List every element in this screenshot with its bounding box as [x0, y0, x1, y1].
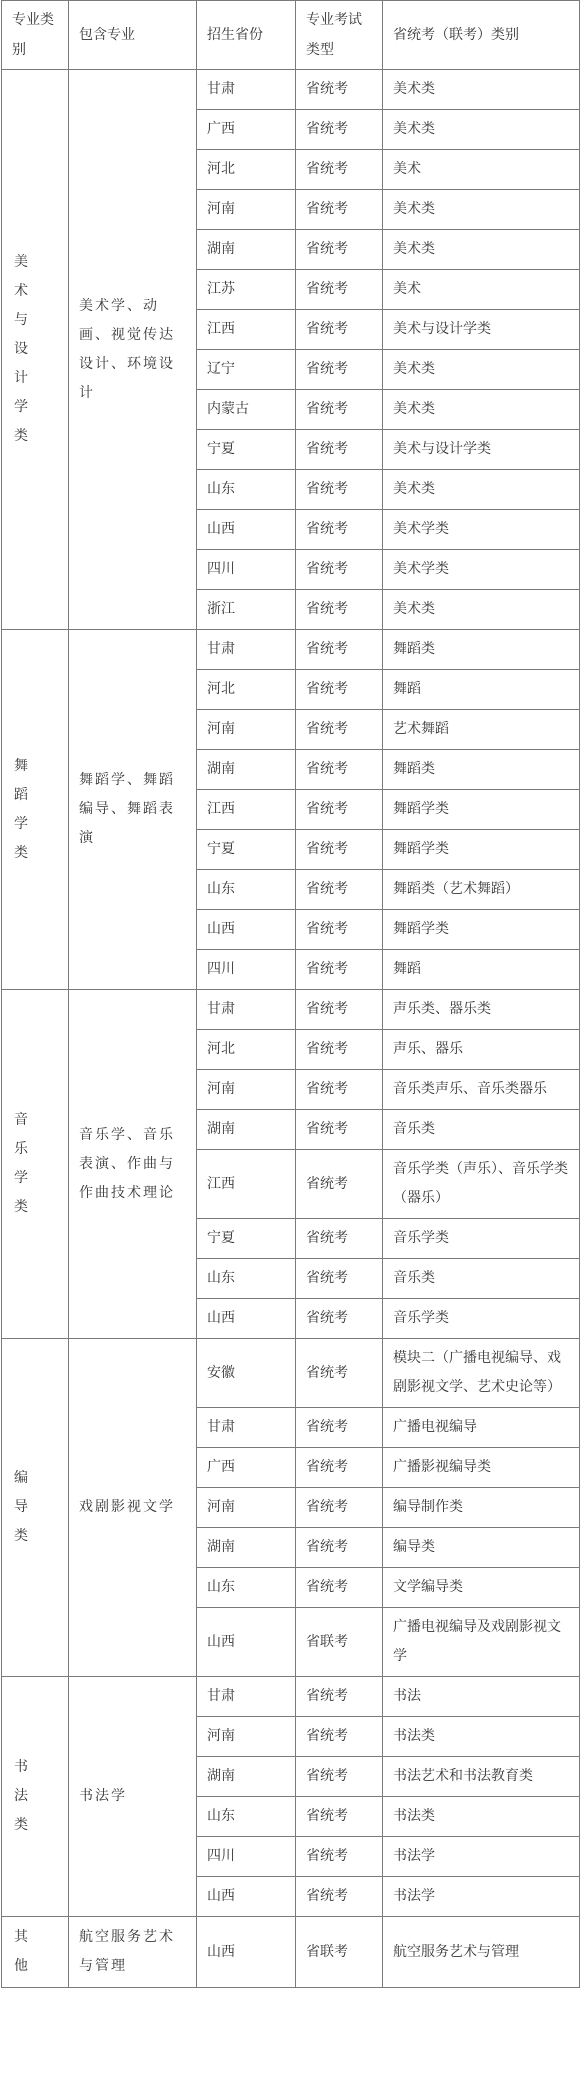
province-cell: 浙江 — [197, 590, 296, 630]
exam-category-cell: 美术类 — [383, 390, 580, 430]
majors-cell: 航空服务艺术与管理 — [69, 1917, 197, 1988]
exam-category-cell: 航空服务艺术与管理 — [383, 1917, 580, 1988]
exam-type-cell: 省统考 — [296, 910, 383, 950]
exam-category-cell: 声乐、器乐 — [383, 1030, 580, 1070]
exam-category-cell: 舞蹈学类 — [383, 910, 580, 950]
province-cell: 山西 — [197, 1299, 296, 1339]
exam-category-cell: 模块二（广播电视编导、戏剧影视文学、艺术史论等） — [383, 1339, 580, 1408]
exam-category-cell: 广播电视编导及戏剧影视文学 — [383, 1608, 580, 1677]
exam-category-cell: 舞蹈类（艺术舞蹈） — [383, 870, 580, 910]
province-cell: 河南 — [197, 190, 296, 230]
province-cell: 河南 — [197, 1717, 296, 1757]
province-cell: 江西 — [197, 790, 296, 830]
province-cell: 河北 — [197, 670, 296, 710]
table-row — [2, 1917, 580, 1988]
exam-type-cell: 省统考 — [296, 590, 383, 630]
province-cell: 宁夏 — [197, 830, 296, 870]
exam-type-cell: 省联考 — [296, 1917, 383, 1988]
province-cell: 河南 — [197, 1488, 296, 1528]
exam-type-cell: 省统考 — [296, 670, 383, 710]
province-cell: 山东 — [197, 1259, 296, 1299]
province-cell: 四川 — [197, 1837, 296, 1877]
header-exam-type: 专业考试类型 — [296, 1, 383, 70]
exam-type-cell: 省统考 — [296, 270, 383, 310]
exam-category-cell: 广播电视编导 — [383, 1408, 580, 1448]
exam-type-cell: 省统考 — [296, 1339, 383, 1408]
province-cell: 河南 — [197, 710, 296, 750]
province-cell: 山东 — [197, 1797, 296, 1837]
exam-type-cell: 省统考 — [296, 1408, 383, 1448]
table-row — [2, 70, 580, 110]
exam-type-cell: 省统考 — [296, 70, 383, 110]
header-row — [2, 1, 580, 70]
exam-type-cell: 省统考 — [296, 790, 383, 830]
province-cell: 山东 — [197, 1568, 296, 1608]
exam-category-cell: 书法类 — [383, 1717, 580, 1757]
exam-type-cell: 省统考 — [296, 510, 383, 550]
province-cell: 安徽 — [197, 1339, 296, 1408]
exam-type-cell: 省统考 — [296, 390, 383, 430]
exam-category-cell: 美术 — [383, 150, 580, 190]
exam-type-cell: 省统考 — [296, 1757, 383, 1797]
exam-category-cell: 书法艺术和书法教育类 — [383, 1757, 580, 1797]
exam-type-cell: 省统考 — [296, 630, 383, 670]
province-cell: 内蒙古 — [197, 390, 296, 430]
province-cell: 甘肃 — [197, 1408, 296, 1448]
exam-category-cell: 音乐类 — [383, 1110, 580, 1150]
province-cell: 湖南 — [197, 1757, 296, 1797]
province-cell: 甘肃 — [197, 990, 296, 1030]
exam-type-cell: 省统考 — [296, 710, 383, 750]
category-cell: 其他 — [2, 1917, 69, 1988]
exam-type-cell: 省统考 — [296, 1070, 383, 1110]
exam-type-cell: 省统考 — [296, 1568, 383, 1608]
exam-category-cell: 广播影视编导类 — [383, 1448, 580, 1488]
province-cell: 甘肃 — [197, 1677, 296, 1717]
exam-category-cell: 音乐学类 — [383, 1299, 580, 1339]
majors-cell: 书法学 — [69, 1677, 197, 1917]
category-cell: 舞蹈学类 — [2, 630, 69, 990]
exam-type-cell: 省统考 — [296, 1259, 383, 1299]
province-cell: 江西 — [197, 310, 296, 350]
province-cell: 宁夏 — [197, 1219, 296, 1259]
exam-type-cell: 省统考 — [296, 1110, 383, 1150]
province-cell: 河北 — [197, 1030, 296, 1070]
exam-category-cell: 艺术舞蹈 — [383, 710, 580, 750]
exam-type-cell: 省统考 — [296, 1030, 383, 1070]
province-cell: 山西 — [197, 510, 296, 550]
province-cell: 甘肃 — [197, 630, 296, 670]
exam-category-cell: 美术类 — [383, 190, 580, 230]
exam-type-cell: 省统考 — [296, 310, 383, 350]
exam-category-cell: 美术类 — [383, 70, 580, 110]
exam-type-cell: 省统考 — [296, 1299, 383, 1339]
province-cell: 湖南 — [197, 750, 296, 790]
province-cell: 甘肃 — [197, 70, 296, 110]
exam-type-cell: 省统考 — [296, 1717, 383, 1757]
exam-type-cell: 省统考 — [296, 1677, 383, 1717]
exam-type-cell: 省统考 — [296, 830, 383, 870]
exam-category-cell: 美术学类 — [383, 510, 580, 550]
exam-category-cell: 美术类 — [383, 110, 580, 150]
province-cell: 广西 — [197, 1448, 296, 1488]
exam-type-cell: 省统考 — [296, 1528, 383, 1568]
exam-type-cell: 省统考 — [296, 230, 383, 270]
exam-type-cell: 省统考 — [296, 950, 383, 990]
exam-category-cell: 书法学 — [383, 1837, 580, 1877]
province-cell: 湖南 — [197, 230, 296, 270]
exam-category-cell: 舞蹈类 — [383, 750, 580, 790]
exam-category-cell: 声乐类、器乐类 — [383, 990, 580, 1030]
table-row — [2, 990, 580, 1030]
exam-type-cell: 省统考 — [296, 1488, 383, 1528]
table-row — [2, 1339, 580, 1408]
exam-category-cell: 编导类 — [383, 1528, 580, 1568]
province-cell: 广西 — [197, 110, 296, 150]
header-category: 专业类别 — [2, 1, 69, 70]
category-cell: 书法类 — [2, 1677, 69, 1917]
exam-type-cell: 省统考 — [296, 1837, 383, 1877]
province-cell: 宁夏 — [197, 430, 296, 470]
province-cell: 山东 — [197, 870, 296, 910]
province-cell: 湖南 — [197, 1528, 296, 1568]
table-row — [2, 630, 580, 670]
exam-type-cell: 省统考 — [296, 870, 383, 910]
exam-category-cell: 舞蹈 — [383, 670, 580, 710]
table-row — [2, 1677, 580, 1717]
exam-category-cell: 音乐类声乐、音乐类器乐 — [383, 1070, 580, 1110]
exam-category-cell: 文学编导类 — [383, 1568, 580, 1608]
table-body — [2, 70, 580, 1988]
exam-type-cell: 省统考 — [296, 110, 383, 150]
exam-type-cell: 省统考 — [296, 430, 383, 470]
exam-type-cell: 省统考 — [296, 470, 383, 510]
exam-category-cell: 美术与设计学类 — [383, 310, 580, 350]
header-province: 招生省份 — [197, 1, 296, 70]
category-cell: 美术与设计学类 — [2, 70, 69, 630]
province-cell: 山西 — [197, 910, 296, 950]
exam-category-cell: 舞蹈类 — [383, 630, 580, 670]
exam-category-cell: 美术 — [383, 270, 580, 310]
province-cell: 湖南 — [197, 1110, 296, 1150]
exam-category-cell: 编导制作类 — [383, 1488, 580, 1528]
majors-cell: 舞蹈学、舞蹈编导、舞蹈表演 — [69, 630, 197, 990]
exam-type-cell: 省统考 — [296, 350, 383, 390]
exam-category-cell: 书法类 — [383, 1797, 580, 1837]
exam-type-cell: 省统考 — [296, 550, 383, 590]
exam-category-cell: 美术类 — [383, 590, 580, 630]
majors-cell: 戏剧影视文学 — [69, 1339, 197, 1677]
exam-category-cell: 美术类 — [383, 470, 580, 510]
exam-category-cell: 舞蹈学类 — [383, 830, 580, 870]
exam-category-cell: 美术类 — [383, 350, 580, 390]
exam-category-cell: 音乐学类 — [383, 1219, 580, 1259]
exam-type-cell: 省统考 — [296, 150, 383, 190]
exam-type-cell: 省统考 — [296, 1448, 383, 1488]
province-cell: 四川 — [197, 550, 296, 590]
exam-category-cell: 书法学 — [383, 1877, 580, 1917]
exam-category-cell: 音乐学类（声乐）、音乐学类（器乐） — [383, 1150, 580, 1219]
exam-type-cell: 省统考 — [296, 190, 383, 230]
exam-category-cell: 美术与设计学类 — [383, 430, 580, 470]
province-cell: 山西 — [197, 1877, 296, 1917]
exam-type-cell: 省统考 — [296, 1219, 383, 1259]
province-cell: 四川 — [197, 950, 296, 990]
category-cell: 音乐学类 — [2, 990, 69, 1339]
majors-cell: 美术学、动画、视觉传达设计、环境设计 — [69, 70, 197, 630]
province-cell: 山东 — [197, 470, 296, 510]
majors-cell: 音乐学、音乐表演、作曲与作曲技术理论 — [69, 990, 197, 1339]
province-cell: 辽宁 — [197, 350, 296, 390]
province-cell: 河北 — [197, 150, 296, 190]
province-cell: 山西 — [197, 1608, 296, 1677]
header-majors: 包含专业 — [69, 1, 197, 70]
exam-type-cell: 省统考 — [296, 750, 383, 790]
exam-category-cell: 舞蹈学类 — [383, 790, 580, 830]
exam-category-cell: 美术学类 — [383, 550, 580, 590]
province-cell: 山西 — [197, 1917, 296, 1988]
exam-category-cell: 书法 — [383, 1677, 580, 1717]
category-cell: 编导类 — [2, 1339, 69, 1677]
province-cell: 江苏 — [197, 270, 296, 310]
exam-type-cell: 省统考 — [296, 1877, 383, 1917]
exam-type-cell: 省统考 — [296, 1150, 383, 1219]
exam-category-cell: 舞蹈 — [383, 950, 580, 990]
exam-category-cell: 美术类 — [383, 230, 580, 270]
province-cell: 江西 — [197, 1150, 296, 1219]
exam-type-cell: 省联考 — [296, 1608, 383, 1677]
admission-table — [1, 0, 580, 1988]
exam-category-cell: 音乐类 — [383, 1259, 580, 1299]
exam-type-cell: 省统考 — [296, 990, 383, 1030]
exam-type-cell: 省统考 — [296, 1797, 383, 1837]
province-cell: 河南 — [197, 1070, 296, 1110]
header-exam-category: 省统考（联考）类别 — [383, 1, 580, 70]
